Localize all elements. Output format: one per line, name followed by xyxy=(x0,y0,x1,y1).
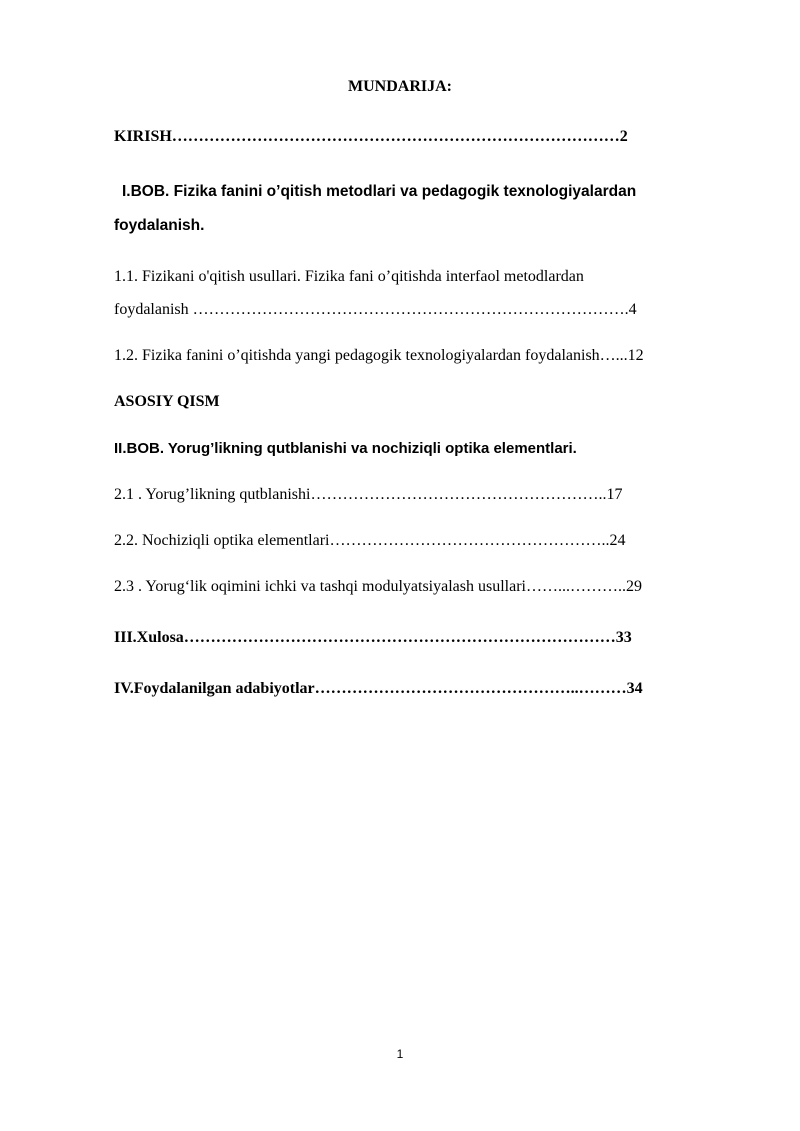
toc-entry-chapter-1-heading: I.BOB. Fizika fanini o’qitish metodlari va pedagogik texnologiyalardan xyxy=(122,183,637,200)
toc-entry-adabiyotlar: IV.Foydalanilgan adabiyotlar…………………………………………..………34 xyxy=(114,680,643,697)
toc-entry-1-1: 1.1. Fizikani o'qitish usullari. Fizika fani o’qitishda interfaol metodlardan xyxy=(114,268,584,285)
toc-entry-chapter-2-heading: II.BOB. Yorug’likning qutblanishi va nochiziqli optika elementlari. xyxy=(114,440,577,457)
toc-entry-2-3: 2.3 . Yorug‘lik oqimini ichki va tashqi modulyatsiyalash usullari……...………..29 xyxy=(114,578,642,595)
toc-entry-kirish: KIRISH…………………………………………………………………………2 xyxy=(114,128,628,145)
toc-entry-1-1-cont: foydalanish ……………………………………………………………………….4 xyxy=(114,301,637,318)
toc-entry-xulosa: III.Xulosa………………………………………………………………………33 xyxy=(114,629,632,646)
toc-entry-1-2: 1.2. Fizika fanini o’qitishda yangi pedagogik texnologiyalardan foydalanish…...12 xyxy=(114,347,644,364)
toc-entry-chapter-1-heading-cont: foydalanish. xyxy=(114,217,205,234)
toc-title: MUNDARIJA: xyxy=(348,78,452,95)
toc-entry-2-1: 2.1 . Yorug’likning qutblanishi………………………………………………..17 xyxy=(114,486,623,503)
toc-entry-2-2: 2.2. Nochiziqli optika elementlari……………………………………………..24 xyxy=(114,532,626,549)
toc-entry-asosiy-qism: ASOSIY QISM xyxy=(114,393,220,410)
page-number: 1 xyxy=(396,1047,404,1061)
